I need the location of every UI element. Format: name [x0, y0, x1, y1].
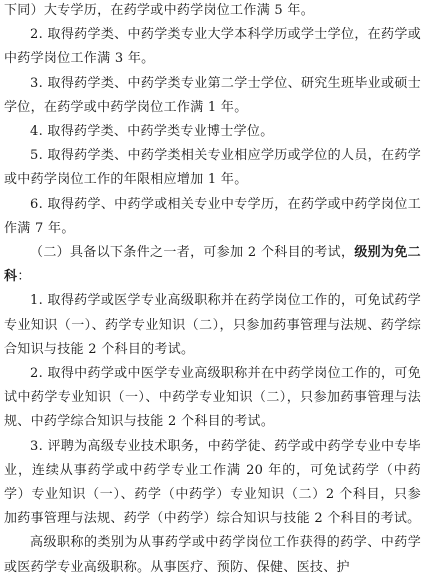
- paragraph-exempt-3: [4, 435, 421, 532]
- section-heading-two: [4, 241, 421, 289]
- paragraph-text: 3. 取得药学类、中药学类专业第二学士学位、研究生班毕业或硕士学位，在药学或中药学岗位工作满 1 年。: [4, 75, 421, 115]
- paragraph-text: （二）具备以下条件之一者，可参加 2 个科目的考试，: [30, 245, 355, 261]
- paragraph-item-3: [4, 72, 421, 120]
- paragraph-text: 下同）大专学历，在药学或中药学岗位工作满 5 年。: [4, 3, 315, 18]
- paragraph-text: 高级职称的类别为从事药学或中药学岗位工作获得的药学、中药学或医药学专业高级职称。从事医疗、预防、保健、医技、护: [4, 535, 421, 575]
- document-body: [4, 0, 421, 580]
- paragraph-item-2: [4, 23, 421, 71]
- paragraph-exempt-2: [4, 362, 421, 435]
- bold-level-label: 级别为免二科: [4, 245, 421, 285]
- paragraph-text: 6. 取得药学、中药学或相关专业中专学历，在药学或中药学岗位工作满 7 年。: [4, 196, 421, 236]
- paragraph-text: 4. 取得药学类、中药学类专业博士学位。: [30, 124, 274, 140]
- paragraph-note: [4, 531, 421, 579]
- paragraph-continuation: [4, 0, 421, 23]
- paragraph-text: 2. 取得药学类、中药学类专业大学本科学历或学士学位，在药学或中药学岗位工作满 3 年。: [4, 27, 421, 67]
- paragraph-text: 5. 取得药学类、中药学类相关专业相应学历或学位的人员，在药学或中药学岗位工作的年限相应增加 1 年。: [4, 148, 421, 188]
- paragraph-exempt-1: [4, 289, 421, 362]
- paragraph-item-4: [4, 120, 421, 144]
- paragraph-text: 3. 评聘为高级专业技术职务，中药学徒、药学或中药学专业中专毕业，连续从事药学或中药学专业工作满 20 年的，可免试药学（中药学）专业知识（一）、药学（中药学）专业知识（二）2 个科目，只参加药事管理与法规、药学（中药学）综合知识与技能 2 个科目的考试。: [4, 438, 421, 527]
- paragraph-text: 2. 取得中药学或中医学专业高级职称并在中药学岗位工作的，可免试中药学专业知识（一）、中药学专业知识（二），只参加药事管理与法规、中药学综合知识与技能 2 个科目的考试。: [4, 366, 421, 430]
- paragraph-item-6: [4, 193, 421, 241]
- paragraph-text: 1. 取得药学或医学专业高级职称并在药学岗位工作的，可免试药学专业知识（一）、药学专业知识（二），只参加药事管理与法规、药学综合知识与技能 2 个科目的考试。: [4, 293, 421, 357]
- paragraph-item-5: [4, 144, 421, 192]
- paragraph-tail: ：: [17, 269, 31, 285]
